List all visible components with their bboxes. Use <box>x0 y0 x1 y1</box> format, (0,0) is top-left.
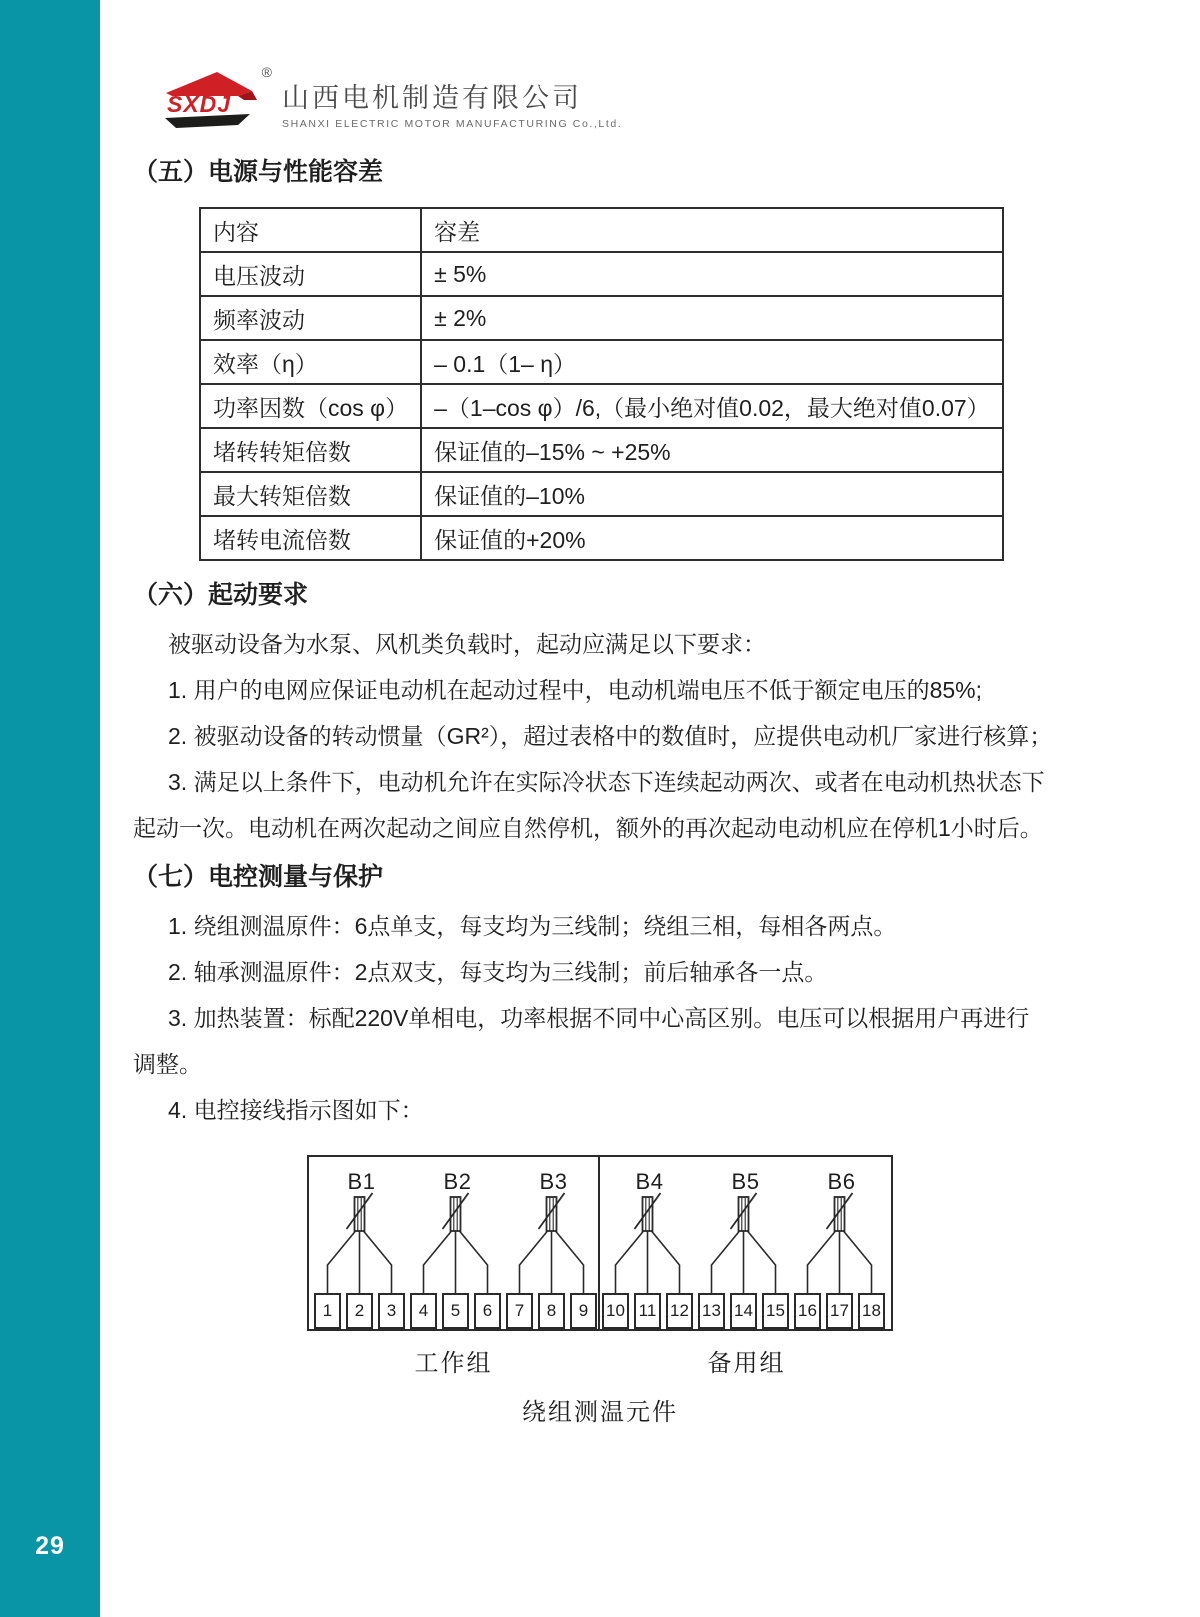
table-cell: 电压波动 <box>200 252 421 296</box>
table-cell: 堵转电流倍数 <box>200 516 421 560</box>
sensor-label: B1 <box>347 1169 376 1194</box>
table-row <box>200 428 1003 472</box>
table-cell: 保证值的–10% <box>421 472 1003 516</box>
terminal: 16 <box>794 1293 821 1329</box>
table-cell: 功率因数（cos φ） <box>200 384 421 428</box>
table-cell: 保证值的–15% ~ +25% <box>421 428 1003 472</box>
terminal: 14 <box>730 1293 757 1329</box>
wiring-diagram <box>307 1155 893 1427</box>
terminal: 3 <box>378 1293 405 1329</box>
sensor-label: B5 <box>731 1169 760 1194</box>
table-cell: ± 2% <box>421 296 1003 340</box>
spare-group-label: 备用组 <box>707 1350 786 1377</box>
sxdj-logo-icon <box>160 64 272 130</box>
table-row <box>200 252 1003 296</box>
tolerance-table <box>199 207 1004 561</box>
terminal: 7 <box>506 1293 533 1329</box>
left-accent-band <box>0 0 100 1617</box>
paragraph: 4. 电控接线指示图如下： <box>168 1097 424 1123</box>
company-name-en: SHANXI ELECTRIC MOTOR MANUFACTURING Co.,Ltd. <box>282 118 623 130</box>
terminal: 1 <box>314 1293 341 1329</box>
paragraph: 1. 用户的电网应保证电动机在起动过程中，电动机端电压不低于额定电压的85%; <box>168 677 982 703</box>
diagram-caption: 绕组测温元件 <box>522 1399 678 1426</box>
sensor-label: B6 <box>827 1169 856 1194</box>
paragraph: 3. 加热装置：标配220V单相电，功率根据不同中心高区别。电压可以根据用户再进行 <box>168 1005 1030 1031</box>
paragraph: 1. 绕组测温原件：6点单支，每支均为三线制；绕组三相，每相各两点。 <box>168 913 897 939</box>
table-cell: 频率波动 <box>200 296 421 340</box>
terminal: 11 <box>634 1293 661 1329</box>
table-header-cell: 内容 <box>200 208 421 252</box>
paragraph: 调整。 <box>133 1051 202 1077</box>
table-cell: 保证值的+20% <box>421 516 1003 560</box>
company-name-cn: 山西电机制造有限公司 <box>282 83 582 113</box>
terminal: 8 <box>538 1293 565 1329</box>
group-labels <box>307 1343 893 1378</box>
terminal: 15 <box>762 1293 789 1329</box>
terminal: 4 <box>410 1293 437 1329</box>
sensor-label: B3 <box>539 1169 568 1194</box>
table-cell: 效率（η） <box>200 340 421 384</box>
terminal: 6 <box>474 1293 501 1329</box>
terminal: 10 <box>602 1293 629 1329</box>
terminal: 2 <box>346 1293 373 1329</box>
table-cell: 最大转矩倍数 <box>200 472 421 516</box>
table-row <box>200 296 1003 340</box>
terminal-box <box>307 1155 893 1331</box>
terminal: 12 <box>666 1293 693 1329</box>
table-cell: – 0.1（1– η） <box>421 340 1003 384</box>
company-logo <box>160 66 1165 132</box>
page-content <box>100 0 1200 1427</box>
terminal: 18 <box>858 1293 885 1329</box>
registered-mark: ® <box>261 64 272 80</box>
section-seven-title: （七）电控测量与保护 <box>133 863 384 891</box>
sensor-label: B2 <box>443 1169 472 1194</box>
table-cell: ± 5% <box>421 252 1003 296</box>
paragraph: 3. 满足以上条件下，电动机允许在实际冷状态下连续起动两次、或者在电动机热状态下 <box>168 769 1045 795</box>
terminal: 9 <box>570 1293 597 1329</box>
table-row <box>200 516 1003 560</box>
table-row <box>200 472 1003 516</box>
terminal-strip <box>309 1293 891 1329</box>
table-cell: –（1–cos φ）/6,（最小绝对值0.02，最大绝对值0.07） <box>421 384 1003 428</box>
paragraph: 2. 轴承测温原件：2点双支，每支均为三线制；前后轴承各一点。 <box>168 959 828 985</box>
paragraph: 2. 被驱动设备的转动惯量（GR²），超过表格中的数值时，应提供电动机厂家进行核算； <box>168 723 1053 749</box>
svg-text:SXDJ: SXDJ <box>167 91 232 117</box>
table-cell: 堵转转矩倍数 <box>200 428 421 472</box>
paragraph: 起动一次。电动机在两次起动之间应自然停机，额外的再次起动电动机应在停机1小时后。 <box>133 815 1043 841</box>
table-row <box>200 340 1003 384</box>
paragraph: 被驱动设备为水泵、风机类负载时，起动应满足以下要求： <box>168 631 766 657</box>
table-row <box>200 384 1003 428</box>
sensor-label: B4 <box>635 1169 664 1194</box>
terminal: 17 <box>826 1293 853 1329</box>
table-header-cell: 容差 <box>421 208 1003 252</box>
section-five-title: （五）电源与性能容差 <box>133 158 384 186</box>
terminal: 5 <box>442 1293 469 1329</box>
working-group-label: 工作组 <box>414 1350 493 1377</box>
terminal: 13 <box>698 1293 725 1329</box>
table-header-row <box>200 208 1003 252</box>
page-number: 29 <box>35 1532 65 1560</box>
company-name-block <box>282 76 622 130</box>
section-six-title: （六）起动要求 <box>133 581 309 609</box>
